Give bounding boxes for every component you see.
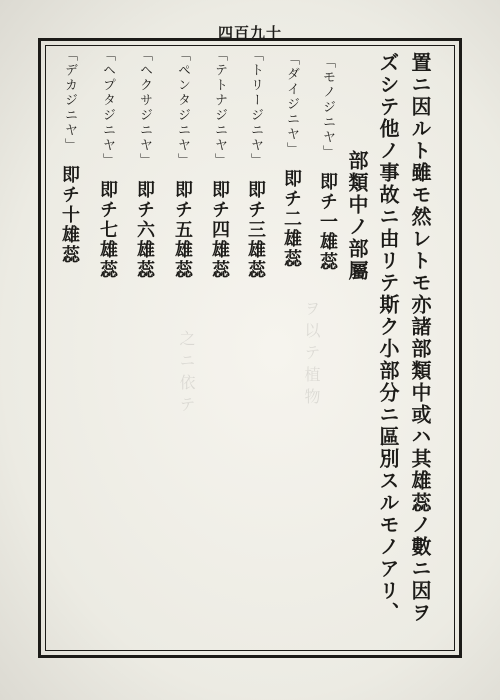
entry-name: 「ペンタジニヤ」	[175, 48, 190, 168]
entry-stamen-count: 即チ三雄蕊	[245, 180, 266, 280]
entry-stamen-count: 即チ六雄蕊	[134, 180, 155, 280]
entry-name: 「ヘクサジニヤ」	[137, 48, 152, 168]
entry-stamen-count: 即チ四雄蕊	[209, 180, 230, 280]
list-item	[135, 48, 153, 280]
paragraph-line-2: ズシテ他ノ事故ニ由リテ斯ク小部分ニ區別スルモノアリ、	[376, 52, 400, 624]
list-item	[282, 52, 300, 269]
list-item	[318, 55, 336, 272]
list-item	[173, 48, 191, 280]
list-item	[60, 48, 78, 265]
bleed-through-text: 之ニ依テ	[177, 330, 196, 418]
entry-name: 「ヘプタジニヤ」	[100, 48, 115, 168]
entry-stamen-count: 即チ一雄蕊	[317, 172, 338, 272]
entry-stamen-count: 即チ十雄蕊	[59, 165, 80, 265]
entry-stamen-count: 即チ二雄蕊	[281, 169, 302, 269]
list-item	[210, 48, 228, 280]
entry-name: 「ダイジニヤ」	[284, 52, 299, 157]
page-number: 四百九十	[217, 24, 282, 42]
list-item	[246, 48, 264, 280]
list-item	[98, 48, 116, 280]
entry-name: 「モノジニヤ」	[320, 55, 335, 160]
paragraph-line-1: 置ニ因ルト雖モ然レトモ亦諸部類中或ハ其雄蕊ノ數ニ因ヲ	[408, 52, 432, 624]
bleed-through-text: ヲ以テ植物	[302, 300, 321, 410]
entry-name: 「テトナジニヤ」	[212, 48, 227, 168]
paragraph-line-3: 部類中ノ部屬	[345, 150, 369, 282]
entry-stamen-count: 即チ七雄蕊	[97, 180, 118, 280]
entry-stamen-count: 即チ五雄蕊	[172, 180, 193, 280]
entry-name: 「トリージニヤ」	[248, 48, 263, 168]
entry-name: 「デカジニヤ」	[62, 48, 77, 153]
